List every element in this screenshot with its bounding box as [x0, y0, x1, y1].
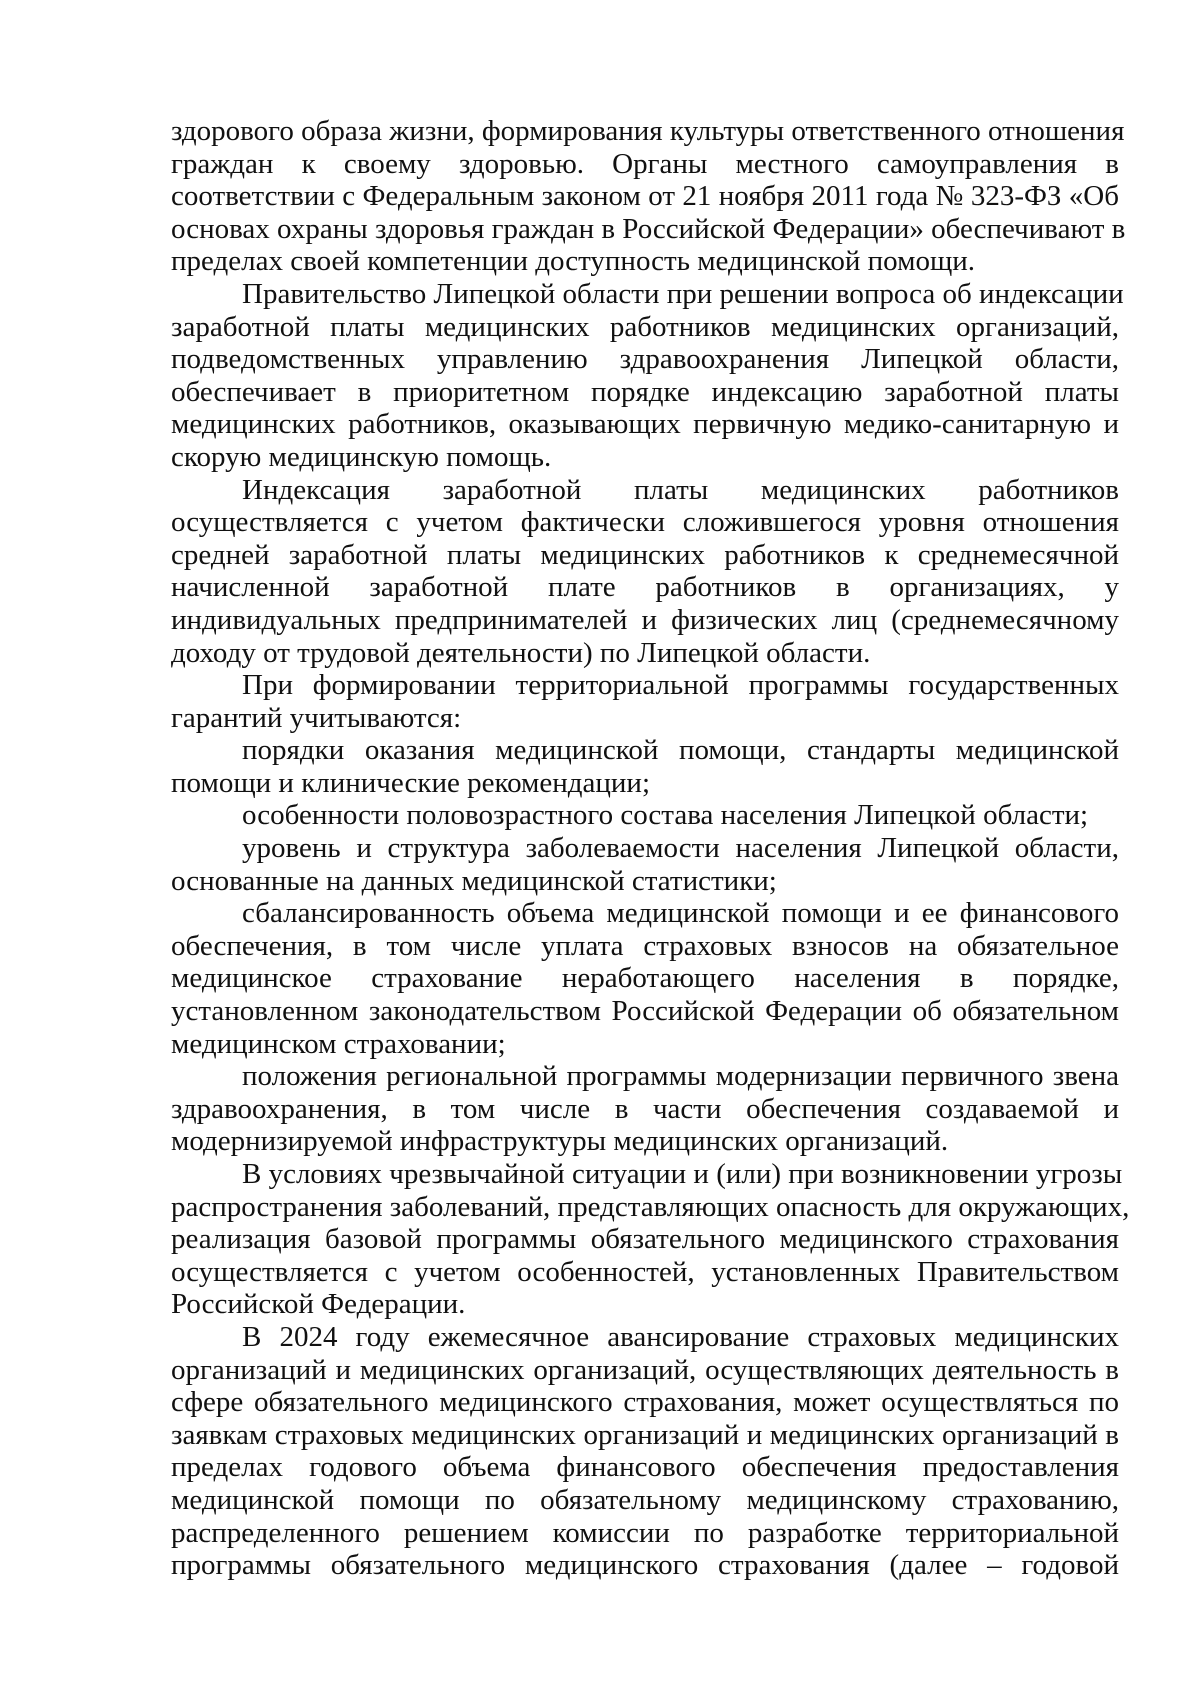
text-line: модернизируемой инфраструктуры медицинских организаций. [171, 1125, 949, 1158]
text-line: реализация базовой программы обязательного медицинского страхования [171, 1223, 1119, 1256]
text-line: граждан к своему здоровью. Органы местного самоуправления в [171, 147, 1119, 180]
text-line: здорового образа жизни, формирования культуры ответственного отношения [171, 115, 1125, 147]
paragraph [171, 832, 1119, 897]
text-line: В 2024 году ежемесячное авансирование страховых медицинских [242, 1320, 1119, 1353]
text-line: медицинской помощи по обязательному медицинскому страхованию, [171, 1483, 1119, 1516]
text-line: медицинских работников, оказывающих первичную медико-санитарную и [171, 408, 1119, 441]
text-line: уровень и структура заболеваемости населения Липецкой области, [242, 832, 1119, 865]
text-line: здравоохранения, в том числе в части обеспечения создаваемой и [171, 1092, 1119, 1125]
text-line: организаций и медицинских организаций, осуществляющих деятельность в [171, 1353, 1119, 1386]
text-line: средней заработной платы медицинских работников к среднемесячной [171, 538, 1119, 571]
paragraph [171, 669, 1119, 734]
text-line: основах охраны здоровья граждан в Российской Федерации» обеспечивают в [171, 212, 1126, 245]
text-line: положения региональной программы модернизации первичного звена [242, 1060, 1119, 1093]
text-line: При формировании территориальной программы государственных [242, 669, 1119, 702]
text-line: осуществляется с учетом фактически сложившегося уровня отношения [171, 506, 1119, 539]
text-line: Правительство Липецкой области при решении вопроса об индексации [242, 277, 1124, 310]
text-line: В условиях чрезвычайной ситуации и (или) при возникновении угрозы [242, 1158, 1123, 1190]
paragraph [171, 799, 1119, 832]
text-line: помощи и клинические рекомендации; [171, 766, 651, 799]
text-line: подведомственных управлению здравоохранения Липецкой области, [171, 343, 1119, 376]
text-line: медицинское страхование неработающего населения в порядке, [171, 962, 1119, 995]
paragraph [171, 1158, 1130, 1321]
paragraph [171, 474, 1119, 670]
text-line: Российской Федерации. [171, 1288, 466, 1321]
paragraph [171, 1321, 1119, 1582]
text-line: гарантий учитываются: [171, 701, 462, 734]
text-line: скорую медицинскую помощь. [171, 440, 552, 473]
document-body [171, 115, 1130, 1582]
paragraph [171, 1060, 1119, 1158]
text-line: Индексация заработной платы медицинских работников [242, 473, 1119, 506]
text-line: сбалансированность объема медицинской помощи и ее финансового [242, 897, 1119, 930]
text-line: соответствии с Федеральным законом от 21 ноября 2011 года № 323-ФЗ «Об [171, 180, 1119, 213]
text-line: особенности половозрастного состава населения Липецкой области; [242, 799, 1089, 832]
text-line: распределенного решением комиссии по разработке территориальной [171, 1516, 1119, 1549]
text-line: обеспечения, в том числе уплата страховых взносов на обязательное [171, 929, 1119, 962]
paragraph [171, 897, 1119, 1060]
text-line: заработной платы медицинских работников медицинских организаций, [171, 310, 1119, 343]
paragraph [171, 734, 1119, 799]
text-line: обеспечивает в приоритетном порядке индексацию заработной платы [171, 375, 1119, 408]
text-line: распространения заболеваний, представляющих опасность для окружающих, [171, 1190, 1130, 1223]
text-line: пределах своей компетенции доступность медицинской помощи. [171, 245, 976, 278]
text-line: заявкам страховых медицинских организаций и медицинских организаций в [171, 1418, 1119, 1451]
paragraph [171, 115, 1126, 278]
text-line: сфере обязательного медицинского страхования, может осуществляться по [171, 1386, 1119, 1419]
text-line: установленном законодательством Российской Федерации об обязательном [171, 995, 1119, 1028]
text-line: порядки оказания медицинской помощи, стандарты медицинской [242, 734, 1119, 767]
text-line: индивидуальных предпринимателей и физических лиц (среднемесячному [171, 603, 1119, 636]
text-line: медицинском страховании; [171, 1027, 506, 1060]
text-line: осуществляется с учетом особенностей, установленных Правительством [171, 1255, 1119, 1288]
text-line: пределах годового объема финансового обеспечения предоставления [171, 1451, 1119, 1484]
text-line: основанные на данных медицинской статистики; [171, 864, 777, 897]
text-line: программы обязательного медицинского страхования (далее – годовой [171, 1549, 1119, 1582]
paragraph [171, 277, 1124, 474]
text-line: доходу от трудовой деятельности) по Липецкой области. [171, 636, 871, 669]
text-line: начисленной заработной плате работников в организациях, у [171, 571, 1119, 604]
